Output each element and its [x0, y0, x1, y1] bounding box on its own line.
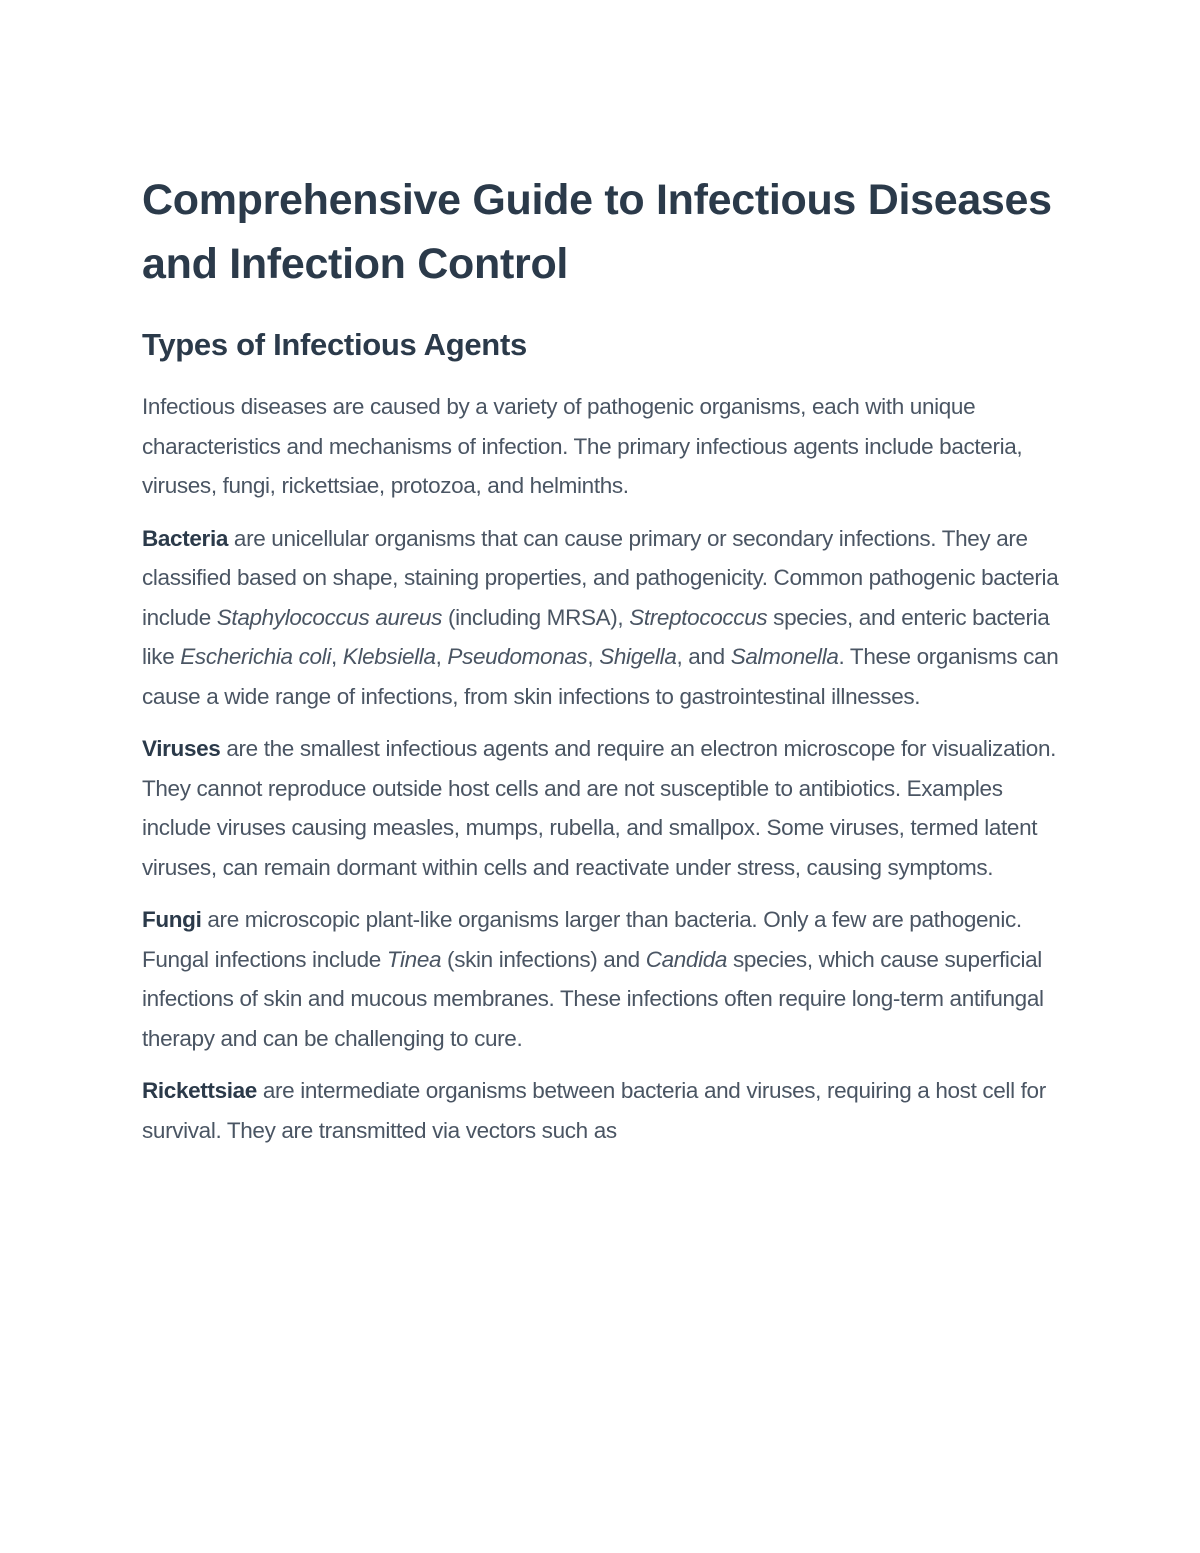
- text-run: species, and enteric bacteria like: [142, 604, 1050, 669]
- paragraph: [142, 900, 1067, 1058]
- bold-term: Rickettsiae: [142, 1078, 257, 1103]
- text-run: (including MRSA),: [442, 604, 630, 630]
- text-run: species, which cause superficial infections of skin and mucous membranes. These infections often require long-term antifungal therapy and can be challenging to cure.: [142, 946, 1044, 1051]
- text-run: are intermediate organisms between bacteria and viruses, requiring a host cell for survival. They are transmitted via vectors such as: [142, 1078, 1046, 1143]
- paragraph: [142, 729, 1067, 887]
- italic-term: Shigella: [599, 644, 677, 669]
- text-run: are unicellular organisms that can cause primary or secondary infections. They are classified based on shape, staining properties, and pathogenicity. Common pathogenic bacteria include: [142, 525, 1059, 630]
- paragraph: [142, 519, 1067, 717]
- bold-term: Bacteria: [142, 525, 229, 551]
- text-run: . These organisms can cause a wide range of infections, from skin infections to gastrointestinal illnesses.: [142, 644, 1059, 709]
- document-page: [142, 168, 1067, 1150]
- text-run: are the smallest infectious agents and require an electron microscope for visualization. They cannot reproduce outside host cells and are not susceptible to antibiotics. Examples include viruses causing measles, mumps, rubella, and smallpox. Some viruses, termed latent viruses, can remain dormant within cells and reactivate under stress, causing symptoms.: [142, 736, 1057, 880]
- italic-term: Staphylococcus aureus: [216, 604, 443, 630]
- text-run: Infectious diseases are caused by a variety of pathogenic organisms, each with unique characteristics and mechanisms of infection. The primary infectious agents include bacteria, viruses, fungi, rickettsiae, protozoa, and helminths.: [142, 394, 1023, 498]
- paragraph: [142, 387, 1067, 506]
- paragraph: [142, 1071, 1067, 1150]
- section-heading: Types of Infectious Agents: [142, 327, 527, 362]
- italic-term: Escherichia coli: [180, 644, 331, 669]
- italic-term: Streptococcus: [629, 604, 768, 630]
- italic-term: Klebsiella: [342, 644, 436, 669]
- document-title: Comprehensive Guide to Infectious Diseases and Infection Control: [142, 176, 1052, 288]
- text-run: (skin infections) and: [441, 946, 646, 972]
- italic-term: Pseudomonas: [447, 644, 588, 669]
- bold-term: Fungi: [142, 907, 202, 932]
- section-body: [142, 387, 1067, 1150]
- text-run: , and: [676, 644, 731, 669]
- text-run: are microscopic plant-like organisms larger than bacteria. Only a few are pathogenic. Fungal infections include: [142, 907, 1022, 972]
- italic-term: Salmonella: [730, 644, 839, 669]
- italic-term: Tinea: [386, 946, 442, 972]
- text-run: ,: [435, 644, 448, 669]
- bold-term: Viruses: [142, 736, 221, 761]
- text-run: ,: [330, 644, 343, 669]
- text-run: ,: [587, 644, 600, 669]
- italic-term: Candida: [645, 946, 728, 972]
